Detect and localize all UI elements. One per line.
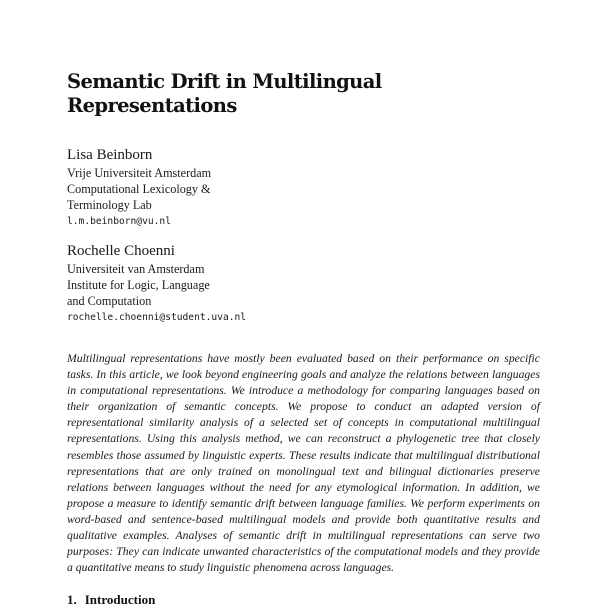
author-name: Lisa Beinborn xyxy=(67,147,153,163)
author-affiliation-line: Vrije Universiteit Amsterdam xyxy=(67,166,212,180)
author-affiliation-line: and Computation xyxy=(67,294,152,308)
paper-title xyxy=(67,70,487,118)
author-affiliation-line: Terminology Lab xyxy=(67,198,152,212)
section-heading xyxy=(67,592,155,608)
author-name: Rochelle Choenni xyxy=(67,243,175,259)
author-email: l.m.beinborn@vu.nl xyxy=(67,216,171,227)
author-email: rochelle.choenni@student.uva.nl xyxy=(67,312,247,323)
author-affiliation-line: Computational Lexicology & xyxy=(67,182,211,196)
title-line-1: Semantic Drift in Multilingual xyxy=(67,70,382,93)
abstract: Multilingual representations have mostly been evaluated based on their performance on specific tasks. In this article, we look beyond engineering goals and analyze the relations between languages in computational representations. We introduce a methodology for comparing languages based on their organization of semantic concepts. We propose to conduct an adapted version of representational similarity analysis of a selected set of concepts in computational multilingual representations. Using this analysis method, we can reconstruct a phylogenetic tree that closely resembles those assumed by linguistic experts. These results indicate that multilingual distributional representations that are only trained on monolingual text and bilingual dictionaries preserve relations between languages without the need for any etymological information. In addition, we propose a measure to identify semantic drift between language families. We perform experiments on word-based and sentence-based multilingual models and provide both quantitative results and qualitative examples. Analyses of semantic drift in multilingual representations can serve two purposes: They can indicate unwanted characteristics of the computational models and they provide a quantitative means to study linguistic phenomena across languages. xyxy=(67,352,540,575)
author-affiliation-line: Institute for Logic, Language xyxy=(67,278,210,292)
section-title: Introduction xyxy=(84,592,156,607)
author-affiliation-line: Universiteit van Amsterdam xyxy=(67,262,205,276)
author-block-1 xyxy=(67,146,211,230)
author-block-2 xyxy=(67,242,246,326)
title-line-2: Representations xyxy=(67,94,237,117)
section-number: 1. xyxy=(67,592,77,607)
